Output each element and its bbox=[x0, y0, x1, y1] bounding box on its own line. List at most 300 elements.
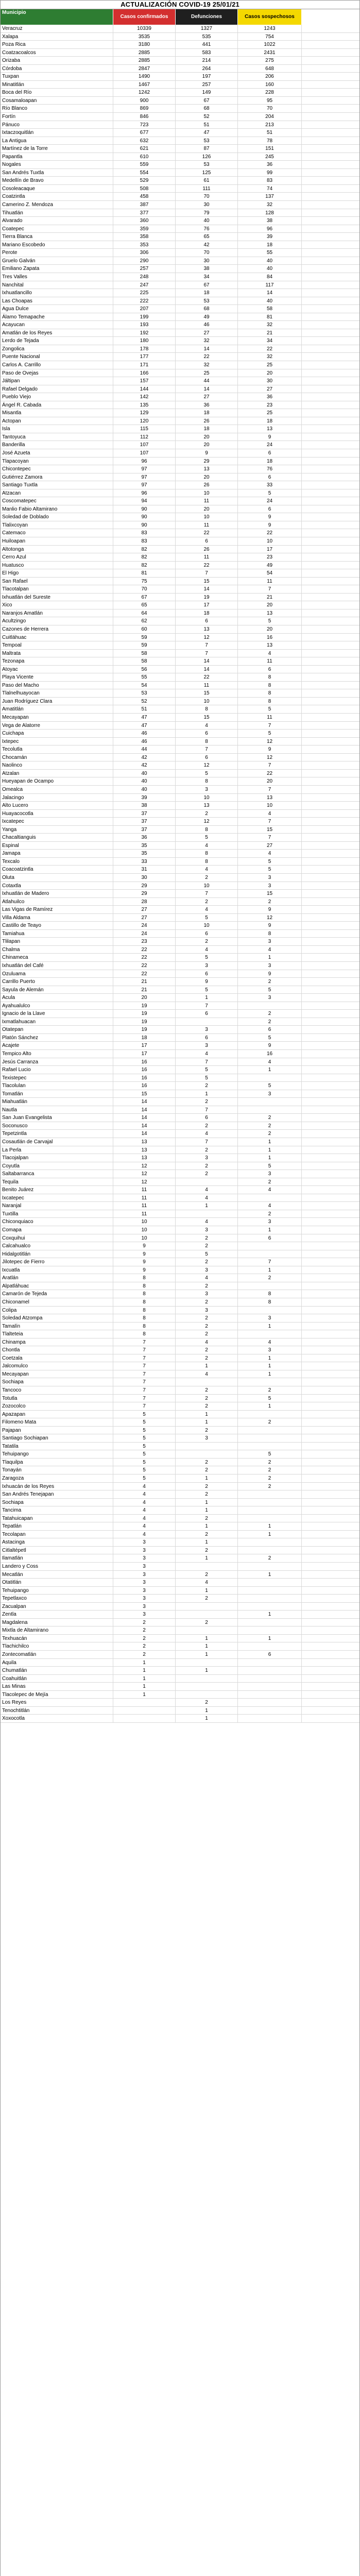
table-row bbox=[1, 1402, 359, 1411]
sospechosos-cell: 33 bbox=[238, 481, 302, 489]
table-row bbox=[1, 1667, 359, 1675]
municipio-cell: Lerdo de Tejada bbox=[1, 337, 113, 345]
municipio-cell: Tlilapan bbox=[1, 938, 113, 945]
sospechosos-cell bbox=[238, 1595, 302, 1602]
municipio-cell: Calcahualco bbox=[1, 1242, 113, 1250]
defunciones-cell bbox=[176, 1178, 238, 1186]
defunciones-cell: 3 bbox=[176, 1042, 238, 1049]
confirmados-cell: 166 bbox=[113, 369, 176, 377]
blank-cell bbox=[302, 537, 359, 545]
blank-cell bbox=[302, 786, 359, 793]
defunciones-cell: 6 bbox=[176, 970, 238, 978]
confirmados-cell: 115 bbox=[113, 425, 176, 433]
confirmados-cell: 10 bbox=[113, 1234, 176, 1242]
municipio-cell: Cuichapa bbox=[1, 730, 113, 737]
table-row bbox=[1, 1034, 359, 1042]
sospechosos-cell: 22 bbox=[238, 529, 302, 537]
sospechosos-cell: 83 bbox=[238, 177, 302, 184]
blank-cell bbox=[302, 89, 359, 96]
defunciones-cell: 61 bbox=[176, 177, 238, 184]
municipio-cell: Coatepec bbox=[1, 225, 113, 233]
defunciones-cell: 9 bbox=[176, 978, 238, 986]
sospechosos-cell: 1 bbox=[238, 1362, 302, 1370]
municipio-cell: Amatitlán bbox=[1, 705, 113, 713]
confirmados-cell: 7 bbox=[113, 1378, 176, 1386]
municipio-cell: Acayucan bbox=[1, 321, 113, 329]
blank-cell bbox=[302, 1459, 359, 1466]
blank-cell bbox=[302, 33, 359, 41]
defunciones-cell: 18 bbox=[176, 409, 238, 417]
defunciones-cell: 51 bbox=[176, 121, 238, 129]
municipio-cell: Chalma bbox=[1, 946, 113, 954]
confirmados-cell: 225 bbox=[113, 289, 176, 297]
table-row bbox=[1, 666, 359, 674]
confirmados-cell: 1467 bbox=[113, 81, 176, 89]
confirmados-cell: 248 bbox=[113, 273, 176, 281]
confirmados-cell: 1 bbox=[113, 1675, 176, 1683]
confirmados-cell: 16 bbox=[113, 1058, 176, 1066]
table-row bbox=[1, 425, 359, 433]
defunciones-cell: 7 bbox=[176, 745, 238, 753]
table-row bbox=[1, 1547, 359, 1555]
municipio-cell: Jalcomulco bbox=[1, 1362, 113, 1370]
municipio-cell: Cotaxtla bbox=[1, 882, 113, 890]
table-row bbox=[1, 233, 359, 241]
defunciones-cell: 14 bbox=[176, 585, 238, 593]
defunciones-cell: 5 bbox=[176, 1074, 238, 1082]
confirmados-cell: 64 bbox=[113, 609, 176, 617]
defunciones-cell: 70 bbox=[176, 193, 238, 200]
defunciones-cell: 6 bbox=[176, 730, 238, 737]
confirmados-cell: 13 bbox=[113, 1146, 176, 1154]
blank-cell bbox=[302, 1194, 359, 1202]
municipio-cell: Tlalnelhuayocan bbox=[1, 689, 113, 697]
table-row bbox=[1, 97, 359, 105]
blank-cell bbox=[302, 177, 359, 184]
blank-cell bbox=[302, 666, 359, 673]
confirmados-cell: 2 bbox=[113, 1619, 176, 1626]
table-row bbox=[1, 1538, 359, 1547]
confirmados-cell: 458 bbox=[113, 193, 176, 200]
blank-cell bbox=[302, 882, 359, 890]
blank-cell bbox=[302, 1074, 359, 1082]
sospechosos-cell: 22 bbox=[238, 345, 302, 353]
confirmados-cell: 2 bbox=[113, 1626, 176, 1634]
sospechosos-cell bbox=[238, 1538, 302, 1546]
municipio-cell: Filomeno Mata bbox=[1, 1418, 113, 1426]
table-row bbox=[1, 786, 359, 794]
confirmados-cell: 199 bbox=[113, 313, 176, 321]
confirmados-cell: 37 bbox=[113, 810, 176, 818]
municipio-cell: Cosoleacaque bbox=[1, 185, 113, 193]
confirmados-cell: 42 bbox=[113, 761, 176, 769]
defunciones-cell: 2 bbox=[176, 898, 238, 906]
municipio-cell: Saltabarranca bbox=[1, 1170, 113, 1178]
blank-cell bbox=[302, 1466, 359, 1474]
sospechosos-cell: 1022 bbox=[238, 41, 302, 48]
municipio-cell: Tlaquilpa bbox=[1, 1459, 113, 1466]
defunciones-cell: 197 bbox=[176, 73, 238, 80]
blank-cell bbox=[302, 714, 359, 721]
sospechosos-cell: 34 bbox=[238, 337, 302, 345]
municipio-cell: Las Minas bbox=[1, 1683, 113, 1690]
blank-cell bbox=[302, 321, 359, 329]
table-row bbox=[1, 970, 359, 978]
municipio-cell: Acula bbox=[1, 994, 113, 1002]
defunciones-cell: 65 bbox=[176, 233, 238, 241]
sospechosos-cell bbox=[238, 1074, 302, 1082]
defunciones-cell: 5 bbox=[176, 1250, 238, 1258]
table-row bbox=[1, 986, 359, 994]
blank-cell bbox=[302, 650, 359, 657]
defunciones-cell: 4 bbox=[176, 1194, 238, 1202]
defunciones-cell: 3 bbox=[176, 1290, 238, 1298]
defunciones-cell: 3 bbox=[176, 1026, 238, 1033]
table-row bbox=[1, 81, 359, 89]
table-row bbox=[1, 962, 359, 970]
blank-cell bbox=[302, 209, 359, 217]
table-row bbox=[1, 922, 359, 930]
sospechosos-cell: 27 bbox=[238, 842, 302, 850]
table-row bbox=[1, 1378, 359, 1386]
table-row bbox=[1, 682, 359, 690]
municipio-cell: Chontla bbox=[1, 1346, 113, 1354]
sospechosos-cell: 8 bbox=[238, 1290, 302, 1298]
sospechosos-cell: 51 bbox=[238, 129, 302, 137]
blank-cell bbox=[302, 802, 359, 809]
confirmados-cell: 83 bbox=[113, 537, 176, 545]
municipio-cell: Coscomatepec bbox=[1, 497, 113, 505]
municipio-cell: Soledad de Doblado bbox=[1, 513, 113, 521]
report-title: ACTUALIZACIÓN COVID-19 25/01/21 bbox=[1, 1, 359, 9]
table-row bbox=[1, 1506, 359, 1515]
blank-cell bbox=[302, 562, 359, 569]
sospechosos-cell: 7 bbox=[238, 818, 302, 825]
defunciones-cell: 22 bbox=[176, 529, 238, 537]
blank-cell bbox=[302, 1499, 359, 1506]
blank-cell bbox=[302, 705, 359, 713]
municipio-cell: Puente Nacional bbox=[1, 353, 113, 361]
blank-cell bbox=[302, 1090, 359, 1098]
sospechosos-cell: 74 bbox=[238, 185, 302, 193]
confirmados-cell: 82 bbox=[113, 546, 176, 553]
defunciones-cell: 26 bbox=[176, 481, 238, 489]
sospechosos-cell: 8 bbox=[238, 930, 302, 938]
sospechosos-cell: 6 bbox=[238, 473, 302, 481]
blank-cell bbox=[302, 233, 359, 241]
blank-cell bbox=[302, 617, 359, 625]
table-row bbox=[1, 353, 359, 361]
municipio-cell: Tequila bbox=[1, 1178, 113, 1186]
municipio-cell: Nogales bbox=[1, 161, 113, 168]
municipio-cell: San Andrés Tuxtla bbox=[1, 169, 113, 177]
blank-cell bbox=[302, 1250, 359, 1258]
sospechosos-cell: 9 bbox=[238, 906, 302, 913]
blank-cell bbox=[302, 481, 359, 489]
blank-cell bbox=[302, 1707, 359, 1715]
blank-cell bbox=[302, 1443, 359, 1450]
blank-cell bbox=[302, 1386, 359, 1394]
blank-cell bbox=[302, 962, 359, 970]
defunciones-cell: 4 bbox=[176, 866, 238, 873]
municipio-cell: Martínez de la Torre bbox=[1, 145, 113, 152]
confirmados-cell: 55 bbox=[113, 673, 176, 681]
defunciones-cell: 5 bbox=[176, 914, 238, 922]
sospechosos-cell: 11 bbox=[238, 578, 302, 585]
defunciones-cell: 3 bbox=[176, 1266, 238, 1274]
blank-cell bbox=[302, 834, 359, 841]
table-row bbox=[1, 738, 359, 746]
sospechosos-cell: 5 bbox=[238, 489, 302, 497]
blank-cell bbox=[302, 1563, 359, 1570]
confirmados-cell: 54 bbox=[113, 682, 176, 689]
table-row bbox=[1, 273, 359, 281]
sospechosos-cell: 20 bbox=[238, 625, 302, 633]
confirmados-cell: 3 bbox=[113, 1538, 176, 1546]
confirmados-cell: 17 bbox=[113, 1042, 176, 1049]
blank-cell bbox=[302, 57, 359, 64]
table-row bbox=[1, 1483, 359, 1491]
confirmados-cell: 107 bbox=[113, 441, 176, 449]
blank-cell bbox=[302, 770, 359, 777]
municipio-cell: Tlalteteia bbox=[1, 1330, 113, 1338]
municipio-cell: Castillo de Teayo bbox=[1, 922, 113, 929]
municipio-cell: Tlapacoyan bbox=[1, 457, 113, 465]
municipio-cell: Cazones de Herrera bbox=[1, 625, 113, 633]
sospechosos-cell: 15 bbox=[238, 890, 302, 897]
defunciones-cell: 2 bbox=[176, 1170, 238, 1178]
table-row bbox=[1, 842, 359, 850]
sospechosos-cell: 2 bbox=[238, 1459, 302, 1466]
sospechosos-cell: 2 bbox=[238, 1483, 302, 1490]
sospechosos-cell: 25 bbox=[238, 361, 302, 369]
confirmados-cell: 142 bbox=[113, 393, 176, 401]
sospechosos-cell: 20 bbox=[238, 369, 302, 377]
municipio-cell: El Higo bbox=[1, 569, 113, 577]
confirmados-cell: 180 bbox=[113, 337, 176, 345]
confirmados-cell: 359 bbox=[113, 225, 176, 233]
sospechosos-cell: 7 bbox=[238, 1258, 302, 1266]
table-row bbox=[1, 361, 359, 369]
blank-cell bbox=[302, 1411, 359, 1418]
confirmados-cell: 96 bbox=[113, 489, 176, 497]
table-row bbox=[1, 1443, 359, 1451]
sospechosos-cell: 1 bbox=[238, 1323, 302, 1330]
confirmados-cell: 632 bbox=[113, 137, 176, 145]
confirmados-cell: 144 bbox=[113, 385, 176, 393]
table-row bbox=[1, 882, 359, 890]
defunciones-cell: 5 bbox=[176, 986, 238, 994]
confirmados-cell: 82 bbox=[113, 553, 176, 561]
confirmados-cell: 23 bbox=[113, 938, 176, 945]
blank-cell bbox=[302, 866, 359, 873]
sospechosos-cell bbox=[238, 1307, 302, 1314]
municipio-cell: Rafael Delgado bbox=[1, 385, 113, 393]
blank-cell bbox=[302, 1290, 359, 1298]
confirmados-cell: 869 bbox=[113, 105, 176, 112]
blank-cell bbox=[302, 65, 359, 73]
municipio-cell: Actopan bbox=[1, 417, 113, 425]
blank-cell bbox=[302, 754, 359, 761]
table-row bbox=[1, 129, 359, 137]
confirmados-cell: 16 bbox=[113, 1066, 176, 1074]
table-row bbox=[1, 794, 359, 802]
table-row bbox=[1, 1058, 359, 1066]
table-row bbox=[1, 1194, 359, 1202]
sospechosos-cell: 2 bbox=[238, 898, 302, 906]
blank-cell bbox=[302, 1579, 359, 1586]
defunciones-cell: 7 bbox=[176, 650, 238, 657]
table-row bbox=[1, 441, 359, 449]
municipio-cell: Comapa bbox=[1, 1226, 113, 1234]
defunciones-cell: 1 bbox=[176, 1362, 238, 1370]
blank-cell bbox=[302, 1667, 359, 1674]
blank-cell bbox=[302, 281, 359, 289]
sospechosos-cell bbox=[238, 1675, 302, 1683]
defunciones-cell: 76 bbox=[176, 225, 238, 233]
municipio-cell: Acultzingo bbox=[1, 617, 113, 625]
municipio-cell: Citlaltépetl bbox=[1, 1547, 113, 1554]
municipio-cell: Cosamaloapan bbox=[1, 97, 113, 105]
blank-cell bbox=[302, 1531, 359, 1538]
confirmados-cell: 90 bbox=[113, 521, 176, 529]
municipio-cell: Gutiérrez Zamora bbox=[1, 473, 113, 481]
confirmados-cell: 7 bbox=[113, 1338, 176, 1346]
defunciones-cell: 1 bbox=[176, 1090, 238, 1098]
municipio-cell: Las Vigas de Ramírez bbox=[1, 906, 113, 913]
sospechosos-cell: 20 bbox=[238, 601, 302, 609]
table-row bbox=[1, 1010, 359, 1018]
table-row bbox=[1, 193, 359, 201]
sospechosos-cell bbox=[238, 1707, 302, 1715]
table-row bbox=[1, 209, 359, 217]
sospechosos-cell: 18 bbox=[238, 417, 302, 425]
defunciones-cell: 2 bbox=[176, 1298, 238, 1306]
sospechosos-cell: 24 bbox=[238, 497, 302, 505]
table-row bbox=[1, 137, 359, 145]
defunciones-cell: 19 bbox=[176, 594, 238, 601]
municipio-cell: Oluta bbox=[1, 874, 113, 882]
sospechosos-cell: 5 bbox=[238, 1450, 302, 1458]
defunciones-cell: 30 bbox=[176, 201, 238, 209]
defunciones-cell: 20 bbox=[176, 505, 238, 513]
blank-cell bbox=[302, 1683, 359, 1690]
defunciones-cell: 30 bbox=[176, 257, 238, 265]
sospechosos-cell: 9 bbox=[238, 922, 302, 929]
sospechosos-cell: 1 bbox=[238, 1154, 302, 1162]
sospechosos-cell bbox=[238, 1002, 302, 1010]
confirmados-cell: 3 bbox=[113, 1554, 176, 1562]
sospechosos-cell: 21 bbox=[238, 329, 302, 337]
sospechosos-cell: 8 bbox=[238, 1298, 302, 1306]
confirmados-cell: 900 bbox=[113, 97, 176, 105]
blank-cell bbox=[302, 594, 359, 601]
municipio-cell: Santiago Tuxtla bbox=[1, 481, 113, 489]
sospechosos-cell bbox=[238, 1563, 302, 1570]
defunciones-cell: 27 bbox=[176, 329, 238, 337]
municipio-cell: Isla bbox=[1, 425, 113, 433]
blank-cell bbox=[302, 353, 359, 361]
municipio-cell: Río Blanco bbox=[1, 105, 113, 112]
defunciones-cell: 53 bbox=[176, 137, 238, 145]
municipio-cell: Coahuitlán bbox=[1, 1675, 113, 1683]
confirmados-cell: 47 bbox=[113, 722, 176, 730]
sospechosos-cell: 5 bbox=[238, 858, 302, 866]
municipio-cell: San Andrés Tenejapan bbox=[1, 1490, 113, 1498]
table-row bbox=[1, 1210, 359, 1218]
municipio-cell: Tuxtilla bbox=[1, 1210, 113, 1218]
confirmados-cell: 70 bbox=[113, 585, 176, 593]
defunciones-cell: 2 bbox=[176, 874, 238, 882]
defunciones-cell: 27 bbox=[176, 393, 238, 401]
blank-cell bbox=[302, 1010, 359, 1018]
blank-cell bbox=[302, 794, 359, 802]
defunciones-cell: 11 bbox=[176, 553, 238, 561]
blank-cell bbox=[302, 1202, 359, 1210]
confirmados-cell: 35 bbox=[113, 850, 176, 857]
confirmados-cell: 10339 bbox=[113, 25, 176, 32]
defunciones-cell: 3 bbox=[176, 1226, 238, 1234]
defunciones-cell bbox=[176, 1611, 238, 1618]
defunciones-cell: 6 bbox=[176, 1010, 238, 1018]
confirmados-cell: 5 bbox=[113, 1450, 176, 1458]
table-row bbox=[1, 1659, 359, 1667]
defunciones-cell: 5 bbox=[176, 954, 238, 961]
table-row bbox=[1, 898, 359, 906]
municipio-cell: Los Reyes bbox=[1, 1699, 113, 1706]
sospechosos-cell: 18 bbox=[238, 241, 302, 249]
defunciones-cell: 2 bbox=[176, 1547, 238, 1554]
blank-cell bbox=[302, 946, 359, 954]
sospechosos-cell: 11 bbox=[238, 714, 302, 721]
confirmados-cell: 19 bbox=[113, 1026, 176, 1033]
municipio-cell: Aquila bbox=[1, 1659, 113, 1667]
municipio-cell: Sochiapa bbox=[1, 1499, 113, 1506]
municipio-cell: Tatahuicapan bbox=[1, 1515, 113, 1522]
table-row bbox=[1, 329, 359, 337]
confirmados-cell: 723 bbox=[113, 121, 176, 129]
municipio-cell: Coyutla bbox=[1, 1162, 113, 1170]
table-row bbox=[1, 617, 359, 625]
confirmados-cell: 353 bbox=[113, 241, 176, 249]
blank-cell bbox=[302, 601, 359, 609]
blank-cell bbox=[302, 1642, 359, 1650]
blank-cell bbox=[302, 273, 359, 281]
defunciones-cell: 2 bbox=[176, 1162, 238, 1170]
confirmados-cell: 90 bbox=[113, 505, 176, 513]
sospechosos-cell bbox=[238, 1378, 302, 1386]
defunciones-cell: 46 bbox=[176, 321, 238, 329]
sospechosos-cell bbox=[238, 1642, 302, 1650]
defunciones-cell: 79 bbox=[176, 209, 238, 217]
table-row bbox=[1, 850, 359, 858]
municipio-cell: Tonayán bbox=[1, 1466, 113, 1474]
defunciones-cell: 264 bbox=[176, 65, 238, 73]
defunciones-cell: 2 bbox=[176, 1234, 238, 1242]
confirmados-cell: 3 bbox=[113, 1595, 176, 1602]
table-row bbox=[1, 1298, 359, 1307]
municipio-cell: Tepetlaxco bbox=[1, 1595, 113, 1602]
blank-cell bbox=[302, 1282, 359, 1290]
sospechosos-cell: 16 bbox=[238, 1050, 302, 1058]
table-row bbox=[1, 1603, 359, 1611]
sospechosos-cell: 5 bbox=[238, 1395, 302, 1402]
blank-cell bbox=[302, 401, 359, 409]
sospechosos-cell bbox=[238, 1587, 302, 1595]
confirmados-cell: 62 bbox=[113, 617, 176, 625]
confirmados-cell: 60 bbox=[113, 625, 176, 633]
municipio-cell: Tehuipango bbox=[1, 1587, 113, 1595]
